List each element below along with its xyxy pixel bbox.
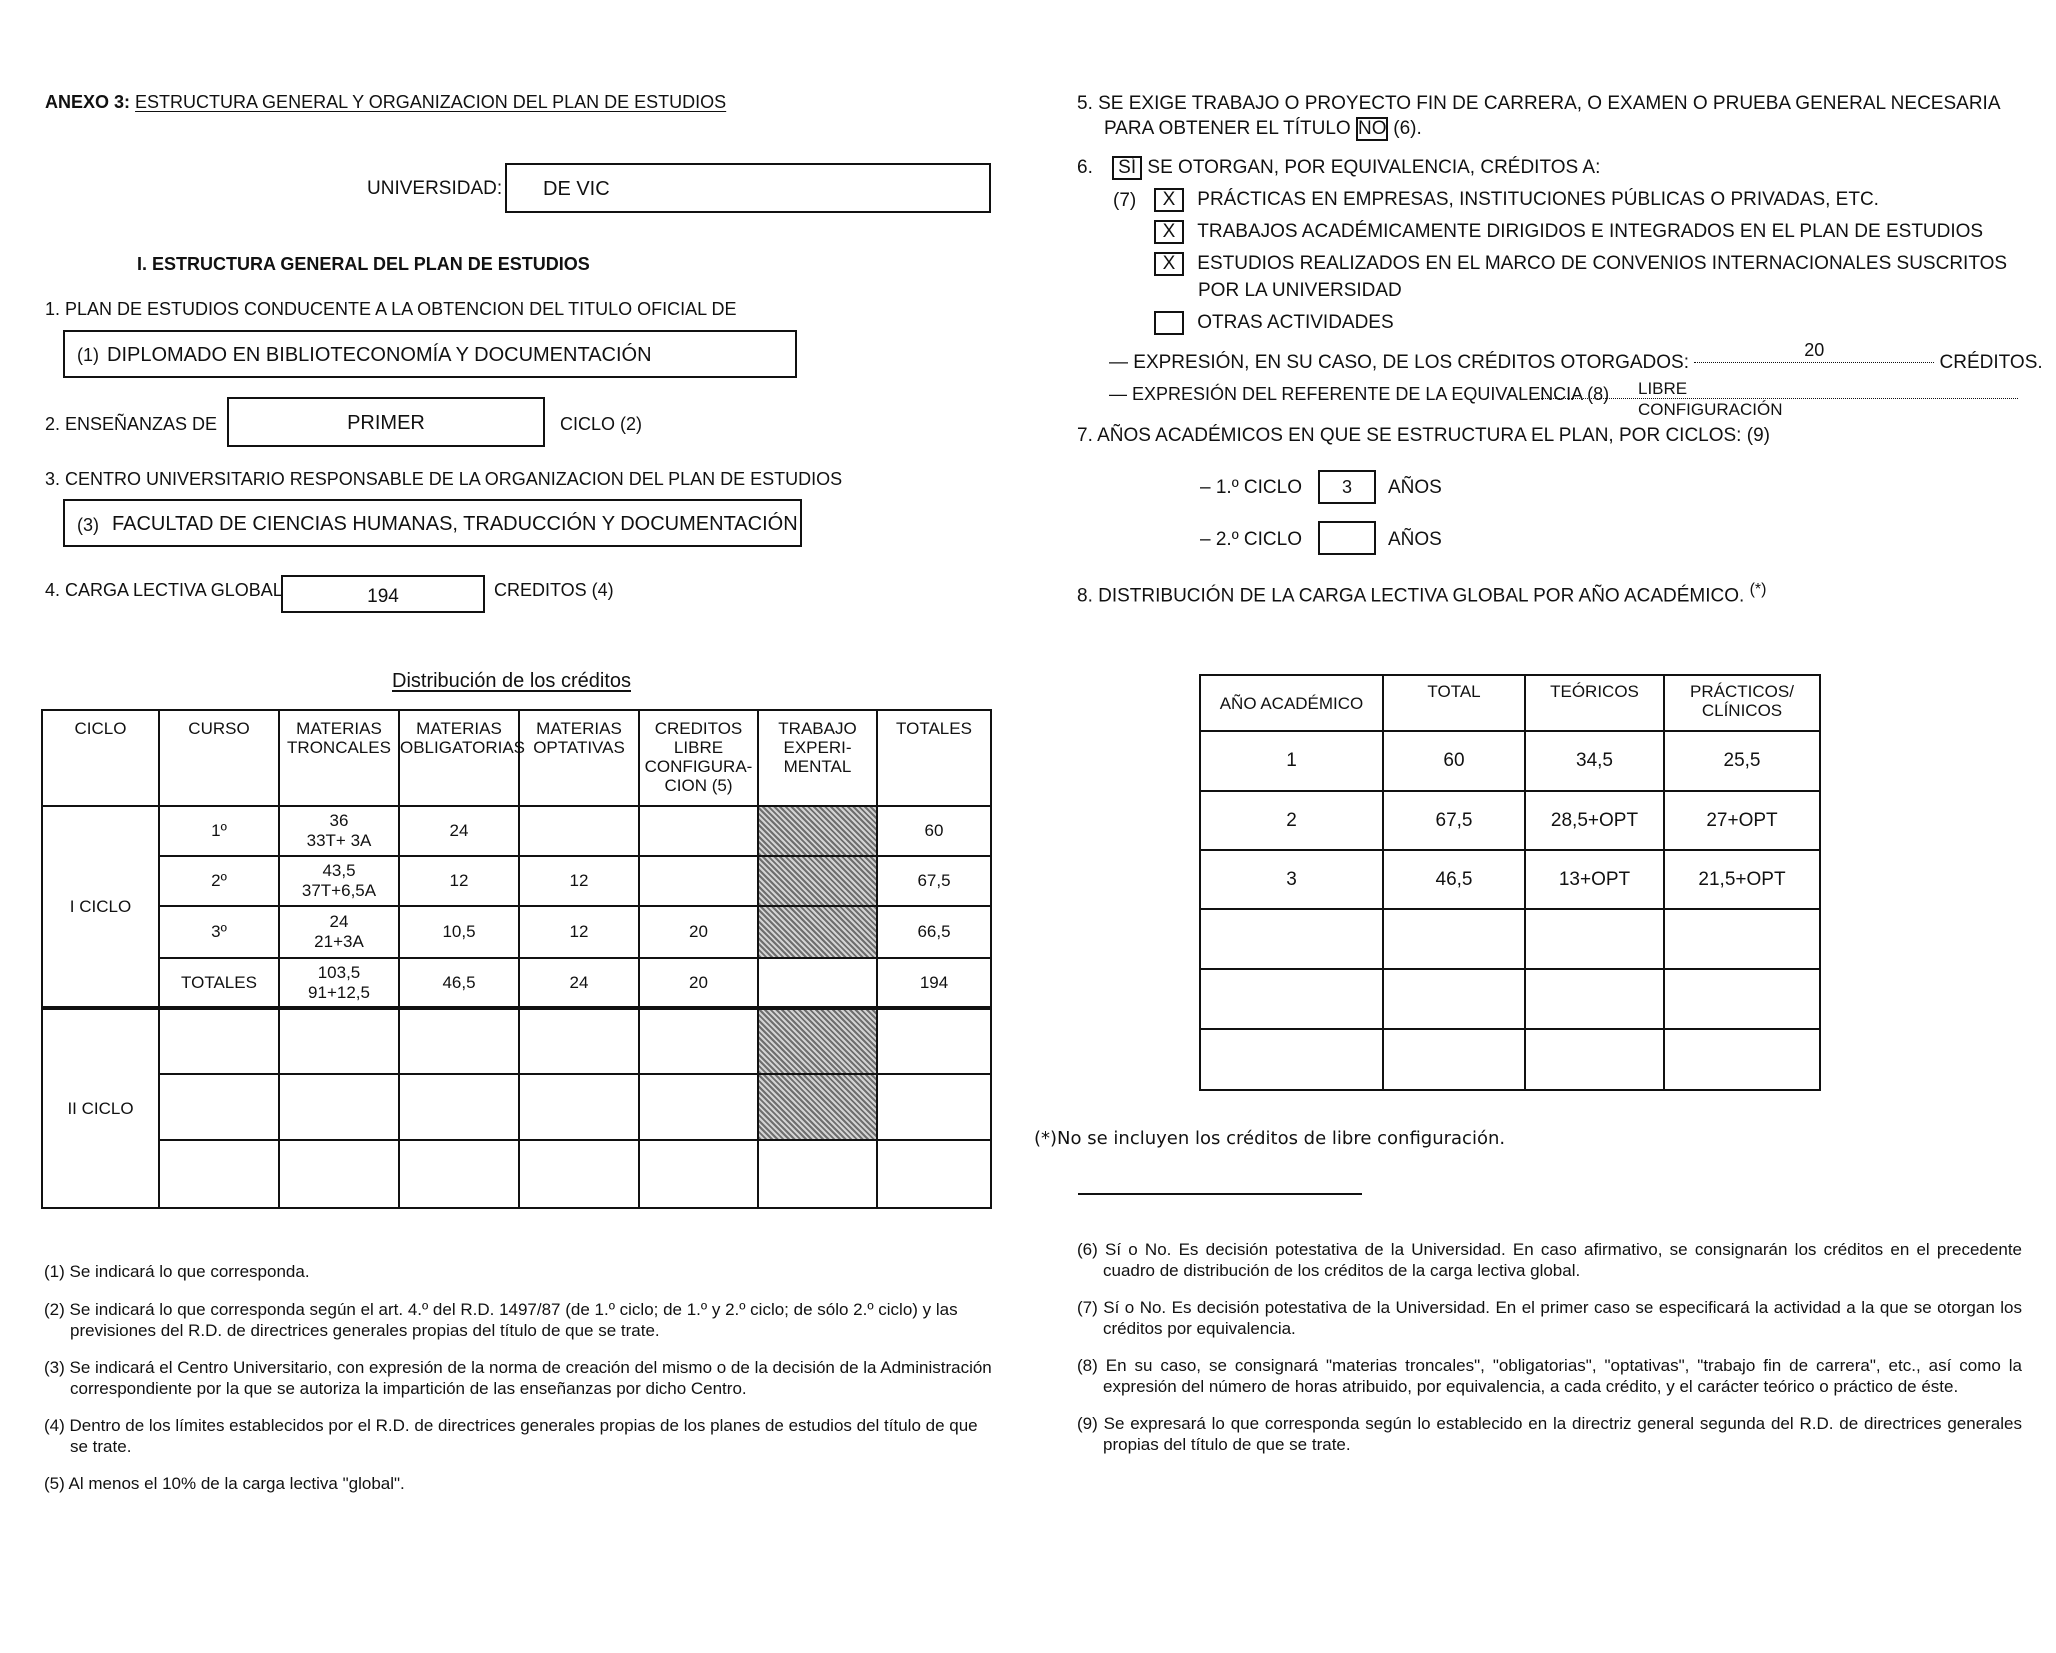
empty-cell bbox=[877, 1008, 991, 1074]
credits-header-row bbox=[42, 710, 991, 806]
table-row bbox=[1200, 969, 1820, 1029]
header-troncales bbox=[279, 710, 399, 806]
item3-ref: (3) bbox=[77, 515, 99, 535]
opt-cell bbox=[519, 806, 639, 856]
checkbox-trabajos[interactable]: X bbox=[1154, 220, 1184, 244]
footnote-divider bbox=[1078, 1193, 1362, 1195]
empty-cell bbox=[1664, 1029, 1820, 1090]
total-cell: 60 bbox=[1383, 731, 1525, 791]
cycle1-years-label: – 1.º CICLO bbox=[1200, 477, 1302, 498]
footnote-6: (6) Sí o No. Es decisión potestativa de la Universidad. En caso afirmativo, se consignarán los créditos en el precedente cuadro de distribución de los créditos de la carga lectiva global. bbox=[1077, 1240, 2022, 1280]
oblig-cell: 12 bbox=[399, 856, 519, 906]
item2-suffix: CICLO (2) bbox=[560, 414, 643, 434]
header-totales-text: TOTALES bbox=[896, 719, 972, 738]
expr1-unit: CRÉDITOS. bbox=[1939, 352, 2043, 373]
table-row bbox=[42, 1140, 991, 1208]
cycle2-years-box bbox=[1318, 521, 1376, 555]
university-box bbox=[505, 163, 991, 213]
year-cell: 3 bbox=[1200, 850, 1383, 909]
checkbox-otras[interactable] bbox=[1154, 311, 1184, 335]
checkbox-practicas[interactable]: X bbox=[1154, 188, 1184, 212]
item3-value: FACULTAD DE CIENCIAS HUMANAS, TRADUCCIÓN Y DOCUMENTACIÓN bbox=[112, 513, 798, 535]
item5-line2 bbox=[1104, 117, 1422, 141]
footnote-7: (7) Sí o No. Es decisión potestativa de la Universidad. En el primer caso se especificará la actividad a la que se otorgan los créditos por equivalencia. bbox=[1077, 1298, 2022, 1338]
empty-cell bbox=[399, 1074, 519, 1140]
total-cell: 67,5 bbox=[877, 856, 991, 906]
footnotes-right bbox=[1077, 1239, 2022, 1455]
item8-line bbox=[1077, 581, 1766, 607]
expr2-value-2: CONFIGURACIÓN bbox=[1638, 400, 1783, 419]
table-row bbox=[42, 856, 991, 906]
footnotes-left bbox=[44, 1261, 994, 1494]
year-header-row bbox=[1200, 675, 1820, 731]
table-row bbox=[42, 806, 991, 856]
header-teoricos bbox=[1525, 675, 1664, 731]
empty-cell bbox=[877, 1074, 991, 1140]
header-teoricos-text: TEÓRICOS bbox=[1550, 682, 1639, 701]
table-row bbox=[42, 958, 991, 1008]
table-row bbox=[1200, 791, 1820, 850]
troncales-value: 43,5 bbox=[322, 861, 356, 880]
item4-box bbox=[281, 575, 485, 613]
empty-cell bbox=[279, 1008, 399, 1074]
year-table bbox=[1199, 674, 1821, 1091]
item1-value: DIPLOMADO EN BIBLIOTECONOMÍA Y DOCUMENTACIÓN bbox=[107, 344, 652, 366]
item5-line1: 5. SE EXIGE TRABAJO O PROYECTO FIN DE CARRERA, O EXAMEN O PRUEBA GENERAL NECESARIA bbox=[1077, 93, 2001, 114]
opt-cell: 24 bbox=[519, 958, 639, 1008]
empty-cell bbox=[639, 1074, 758, 1140]
header-trabajo-text: TRABAJO EXPERI- MENTAL bbox=[778, 719, 857, 776]
header-troncales-text: MATERIAS TRONCALES bbox=[287, 719, 391, 757]
table-row bbox=[1200, 909, 1820, 969]
option-trabajos bbox=[1154, 220, 1983, 244]
header-ciclo bbox=[42, 710, 159, 806]
section-title: I. ESTRUCTURA GENERAL DEL PLAN DE ESTUDIOS bbox=[137, 254, 590, 274]
empty-cell bbox=[758, 958, 877, 1008]
expr2-label: — EXPRESIÓN DEL REFERENTE DE LA EQUIVALENCIA (8) bbox=[1109, 384, 1610, 404]
year-cell: 1 bbox=[1200, 731, 1383, 791]
option-practicas bbox=[1154, 188, 1879, 212]
item3-box bbox=[63, 499, 802, 547]
libre-cell: 20 bbox=[639, 958, 758, 1008]
item2-value: PRIMER bbox=[347, 412, 425, 434]
oblig-cell: 24 bbox=[399, 806, 519, 856]
shaded-cell bbox=[758, 806, 877, 856]
table-row bbox=[1200, 731, 1820, 791]
option-otras-label: OTRAS ACTIVIDADES bbox=[1197, 312, 1394, 334]
oblig-cell: 46,5 bbox=[399, 958, 519, 1008]
opt-cell: 12 bbox=[519, 856, 639, 906]
expr1-value-text: 20 bbox=[1804, 340, 1825, 360]
checkbox-estudios[interactable]: X bbox=[1154, 252, 1184, 276]
item2-box bbox=[227, 397, 545, 447]
expr1-line bbox=[1109, 340, 2043, 374]
annex-label: ANEXO 3: bbox=[45, 92, 131, 112]
shaded-cell bbox=[758, 856, 877, 906]
troncales-cell bbox=[279, 856, 399, 906]
libre-cell bbox=[639, 856, 758, 906]
empty-cell bbox=[1200, 969, 1383, 1029]
item8-label: 8. DISTRIBUCIÓN DE LA CARGA LECTIVA GLOBAL POR AÑO ACADÉMICO. bbox=[1077, 585, 1745, 607]
empty-cell bbox=[1664, 909, 1820, 969]
option-trabajos-label: TRABAJOS ACADÉMICAMENTE DIRIGIDOS E INTEGRADOS EN EL PLAN DE ESTUDIOS bbox=[1197, 221, 1984, 243]
oblig-cell: 10,5 bbox=[399, 906, 519, 958]
empty-cell bbox=[159, 1008, 279, 1074]
troncales-value: 24 bbox=[329, 912, 349, 931]
annex-title: ESTRUCTURA GENERAL Y ORGANIZACION DEL PLAN DE ESTUDIOS bbox=[135, 92, 727, 112]
expr1-value bbox=[1694, 340, 1934, 363]
empty-cell bbox=[639, 1008, 758, 1074]
table-row bbox=[1200, 1029, 1820, 1090]
empty-cell bbox=[1200, 1029, 1383, 1090]
cycle2-cell bbox=[42, 1008, 159, 1208]
footnote-1: (1) Se indicará lo que corresponda. bbox=[44, 1262, 310, 1281]
header-anio-text: AÑO ACADÉMICO bbox=[1219, 693, 1364, 713]
annex-heading bbox=[45, 92, 726, 113]
expr2-line bbox=[1538, 398, 2018, 399]
item6-line bbox=[1077, 156, 1600, 180]
curso-cell: TOTALES bbox=[159, 958, 279, 1008]
shaded-cell bbox=[758, 906, 877, 958]
footnote-3: (3) Se indicará el Centro Universitario, con expresión de la norma de creación del mismo o de la decisión de la Administración correspondiente por la que se autoriza la impartición de las enseñanzas por dicho Centro. bbox=[44, 1358, 992, 1398]
total-cell: 67,5 bbox=[1383, 791, 1525, 850]
credits-table bbox=[41, 709, 992, 1209]
troncales-breakdown: 21+3A bbox=[314, 932, 364, 951]
shaded-cell bbox=[758, 1008, 877, 1074]
header-practicos bbox=[1664, 675, 1820, 731]
item1-box bbox=[63, 330, 797, 378]
header-total-text: TOTAL bbox=[1427, 682, 1481, 701]
item4-suffix: CREDITOS (4) bbox=[494, 580, 614, 600]
option-estudios-label: ESTUDIOS REALIZADOS EN EL MARCO DE CONVENIOS INTERNACIONALES SUSCRITOS bbox=[1197, 253, 2008, 275]
header-anio bbox=[1200, 675, 1383, 731]
university-label: UNIVERSIDAD: bbox=[367, 178, 503, 199]
header-optativas-text: MATERIAS OPTATIVAS bbox=[533, 719, 625, 757]
item5-ref: (6). bbox=[1393, 118, 1422, 140]
cycle2-label: II CICLO bbox=[67, 1098, 134, 1118]
header-curso bbox=[159, 710, 279, 806]
troncales-breakdown: 37T+6,5A bbox=[301, 881, 377, 900]
empty-cell bbox=[399, 1008, 519, 1074]
empty-cell bbox=[877, 1140, 991, 1208]
star-note: (*)No se incluyen los créditos de libre configuración. bbox=[1034, 1128, 1506, 1149]
troncales-value: 36 bbox=[329, 811, 349, 830]
empty-cell bbox=[639, 1140, 758, 1208]
expr1-label: — EXPRESIÓN, EN SU CASO, DE LOS CRÉDITOS OTORGADOS: bbox=[1109, 352, 1689, 373]
empty-cell bbox=[1525, 909, 1664, 969]
libre-cell bbox=[639, 806, 758, 856]
header-optativas bbox=[519, 710, 639, 806]
cycle2-years-label: – 2.º CICLO bbox=[1200, 529, 1302, 550]
troncales-cell bbox=[279, 806, 399, 856]
item7-label: 7. AÑOS ACADÉMICOS EN QUE SE ESTRUCTURA EL PLAN, POR CICLOS: (9) bbox=[1077, 425, 1770, 446]
opt-cell: 12 bbox=[519, 906, 639, 958]
cycle1-years-box bbox=[1318, 470, 1376, 504]
cycle1-years-value: 3 bbox=[1341, 477, 1352, 497]
empty-cell bbox=[1525, 1029, 1664, 1090]
cycle1-cell bbox=[42, 806, 159, 1008]
item1-label: 1. PLAN DE ESTUDIOS CONDUCENTE A LA OBTENCION DEL TITULO OFICIAL DE bbox=[45, 299, 737, 319]
empty-cell bbox=[519, 1008, 639, 1074]
total-cell: 66,5 bbox=[877, 906, 991, 958]
cycle1-label: I CICLO bbox=[69, 896, 132, 916]
item3-label: 3. CENTRO UNIVERSITARIO RESPONSABLE DE LA ORGANIZACION DEL PLAN DE ESTUDIOS bbox=[45, 469, 843, 489]
empty-cell bbox=[519, 1074, 639, 1140]
shaded-cell bbox=[758, 1074, 877, 1140]
footnote-8: (8) En su caso, se consignará "materias troncales", "obligatorias", "optativas", "trabajo fin de carrera", etc., así como la expresión del número de horas atribuido, por equivalencia, a cada crédito, y el carácter teórico o práctico de éste. bbox=[1077, 1356, 2022, 1396]
practicos-cell: 27+OPT bbox=[1664, 791, 1820, 850]
item5-box: NO bbox=[1358, 118, 1387, 139]
table-row bbox=[42, 906, 991, 958]
curso-cell: 1º bbox=[159, 806, 279, 856]
table-row bbox=[42, 1008, 991, 1074]
option-estudios bbox=[1154, 252, 2007, 276]
empty-cell bbox=[1525, 969, 1664, 1029]
empty-cell bbox=[1383, 1029, 1525, 1090]
credits-table-title: Distribución de los créditos bbox=[392, 670, 631, 692]
item6-box: SÍ bbox=[1112, 156, 1142, 180]
troncales-cell bbox=[279, 906, 399, 958]
empty-cell bbox=[1200, 909, 1383, 969]
item6-text: SE OTORGAN, POR EQUIVALENCIA, CRÉDITOS A: bbox=[1147, 157, 1601, 179]
empty-cell bbox=[279, 1074, 399, 1140]
item5-text: PARA OBTENER EL TÍTULO bbox=[1104, 118, 1351, 140]
empty-cell bbox=[1383, 909, 1525, 969]
item4-value: 194 bbox=[367, 586, 399, 607]
header-obligatorias-text: MATERIAS OBLIGATORIAS bbox=[400, 719, 526, 757]
total-cell: 46,5 bbox=[1383, 850, 1525, 909]
empty-cell bbox=[399, 1140, 519, 1208]
header-trabajo bbox=[758, 710, 877, 806]
libre-cell: 20 bbox=[639, 906, 758, 958]
header-ciclo-text: CICLO bbox=[74, 719, 127, 738]
total-cell: 60 bbox=[877, 806, 991, 856]
expr2-value-1: LIBRE bbox=[1638, 379, 1688, 398]
practicos-cell: 25,5 bbox=[1664, 731, 1820, 791]
table-row bbox=[1200, 850, 1820, 909]
teoricos-cell: 13+OPT bbox=[1525, 850, 1664, 909]
item2-label: 2. ENSEÑANZAS DE bbox=[45, 414, 218, 434]
teoricos-cell: 28,5+OPT bbox=[1525, 791, 1664, 850]
item6-num: 6. bbox=[1077, 157, 1093, 179]
header-libre-text: CREDITOS LIBRE CONFIGURA- CION (5) bbox=[644, 719, 753, 795]
item4-label: 4. CARGA LECTIVA GLOBAL bbox=[45, 580, 283, 600]
item8-mark: (*) bbox=[1749, 581, 1767, 598]
troncales-value: 103,5 bbox=[317, 962, 361, 982]
practicos-cell: 21,5+OPT bbox=[1664, 850, 1820, 909]
empty-cell bbox=[758, 1140, 877, 1208]
cycle2-years-unit: AÑOS bbox=[1388, 529, 1442, 550]
troncales-breakdown: 91+12,5 bbox=[308, 982, 370, 1002]
total-cell: 194 bbox=[877, 958, 991, 1008]
teoricos-cell: 34,5 bbox=[1525, 731, 1664, 791]
empty-cell bbox=[1664, 969, 1820, 1029]
table-row bbox=[42, 1074, 991, 1140]
troncales-breakdown: 33T+ 3A bbox=[306, 831, 372, 850]
option-practicas-label: PRÁCTICAS EN EMPRESAS, INSTITUCIONES PÚBLICAS O PRIVADAS, ETC. bbox=[1197, 189, 1879, 211]
header-libre bbox=[639, 710, 758, 806]
option-estudios-label-2: POR LA UNIVERSIDAD bbox=[1198, 280, 1402, 301]
footnote-2: (2) Se indicará lo que corresponda según el art. 4.º del R.D. 1497/87 (de 1.º ciclo; de 1.º y 2.º ciclo; de sólo 2.º ciclo) y las previsiones del R.D. de directrices generales propias del título de que se trate. bbox=[44, 1300, 958, 1340]
curso-cell: 3º bbox=[159, 906, 279, 958]
option-otras bbox=[1154, 311, 1394, 335]
cycle1-years-unit: AÑOS bbox=[1388, 477, 1442, 498]
empty-cell bbox=[279, 1140, 399, 1208]
footnote-9: (9) Se expresará lo que corresponda según lo establecido en la directriz general segunda del R.D. de directrices generales propias del título de que se trate. bbox=[1077, 1414, 2022, 1454]
empty-cell bbox=[519, 1140, 639, 1208]
empty-cell bbox=[159, 1074, 279, 1140]
header-practicos-text: PRÁCTICOS/ CLÍNICOS bbox=[1690, 682, 1794, 720]
item1-ref: (1) bbox=[77, 345, 99, 365]
year-cell: 2 bbox=[1200, 791, 1383, 850]
troncales-cell bbox=[279, 958, 399, 1008]
item6-ref: (7) bbox=[1113, 190, 1137, 211]
footnote-5: (5) Al menos el 10% de la carga lectiva "global". bbox=[44, 1474, 405, 1493]
header-total bbox=[1383, 675, 1525, 731]
curso-cell: 2º bbox=[159, 856, 279, 906]
empty-cell bbox=[159, 1140, 279, 1208]
header-obligatorias bbox=[399, 710, 526, 806]
university-value: DE VIC bbox=[543, 178, 610, 200]
header-curso-text: CURSO bbox=[188, 719, 250, 738]
header-totales bbox=[877, 710, 991, 806]
empty-cell bbox=[1383, 969, 1525, 1029]
footnote-4: (4) Dentro de los límites establecidos por el R.D. de directrices generales propias de los planes de estudios del título de que se trate. bbox=[44, 1416, 978, 1456]
